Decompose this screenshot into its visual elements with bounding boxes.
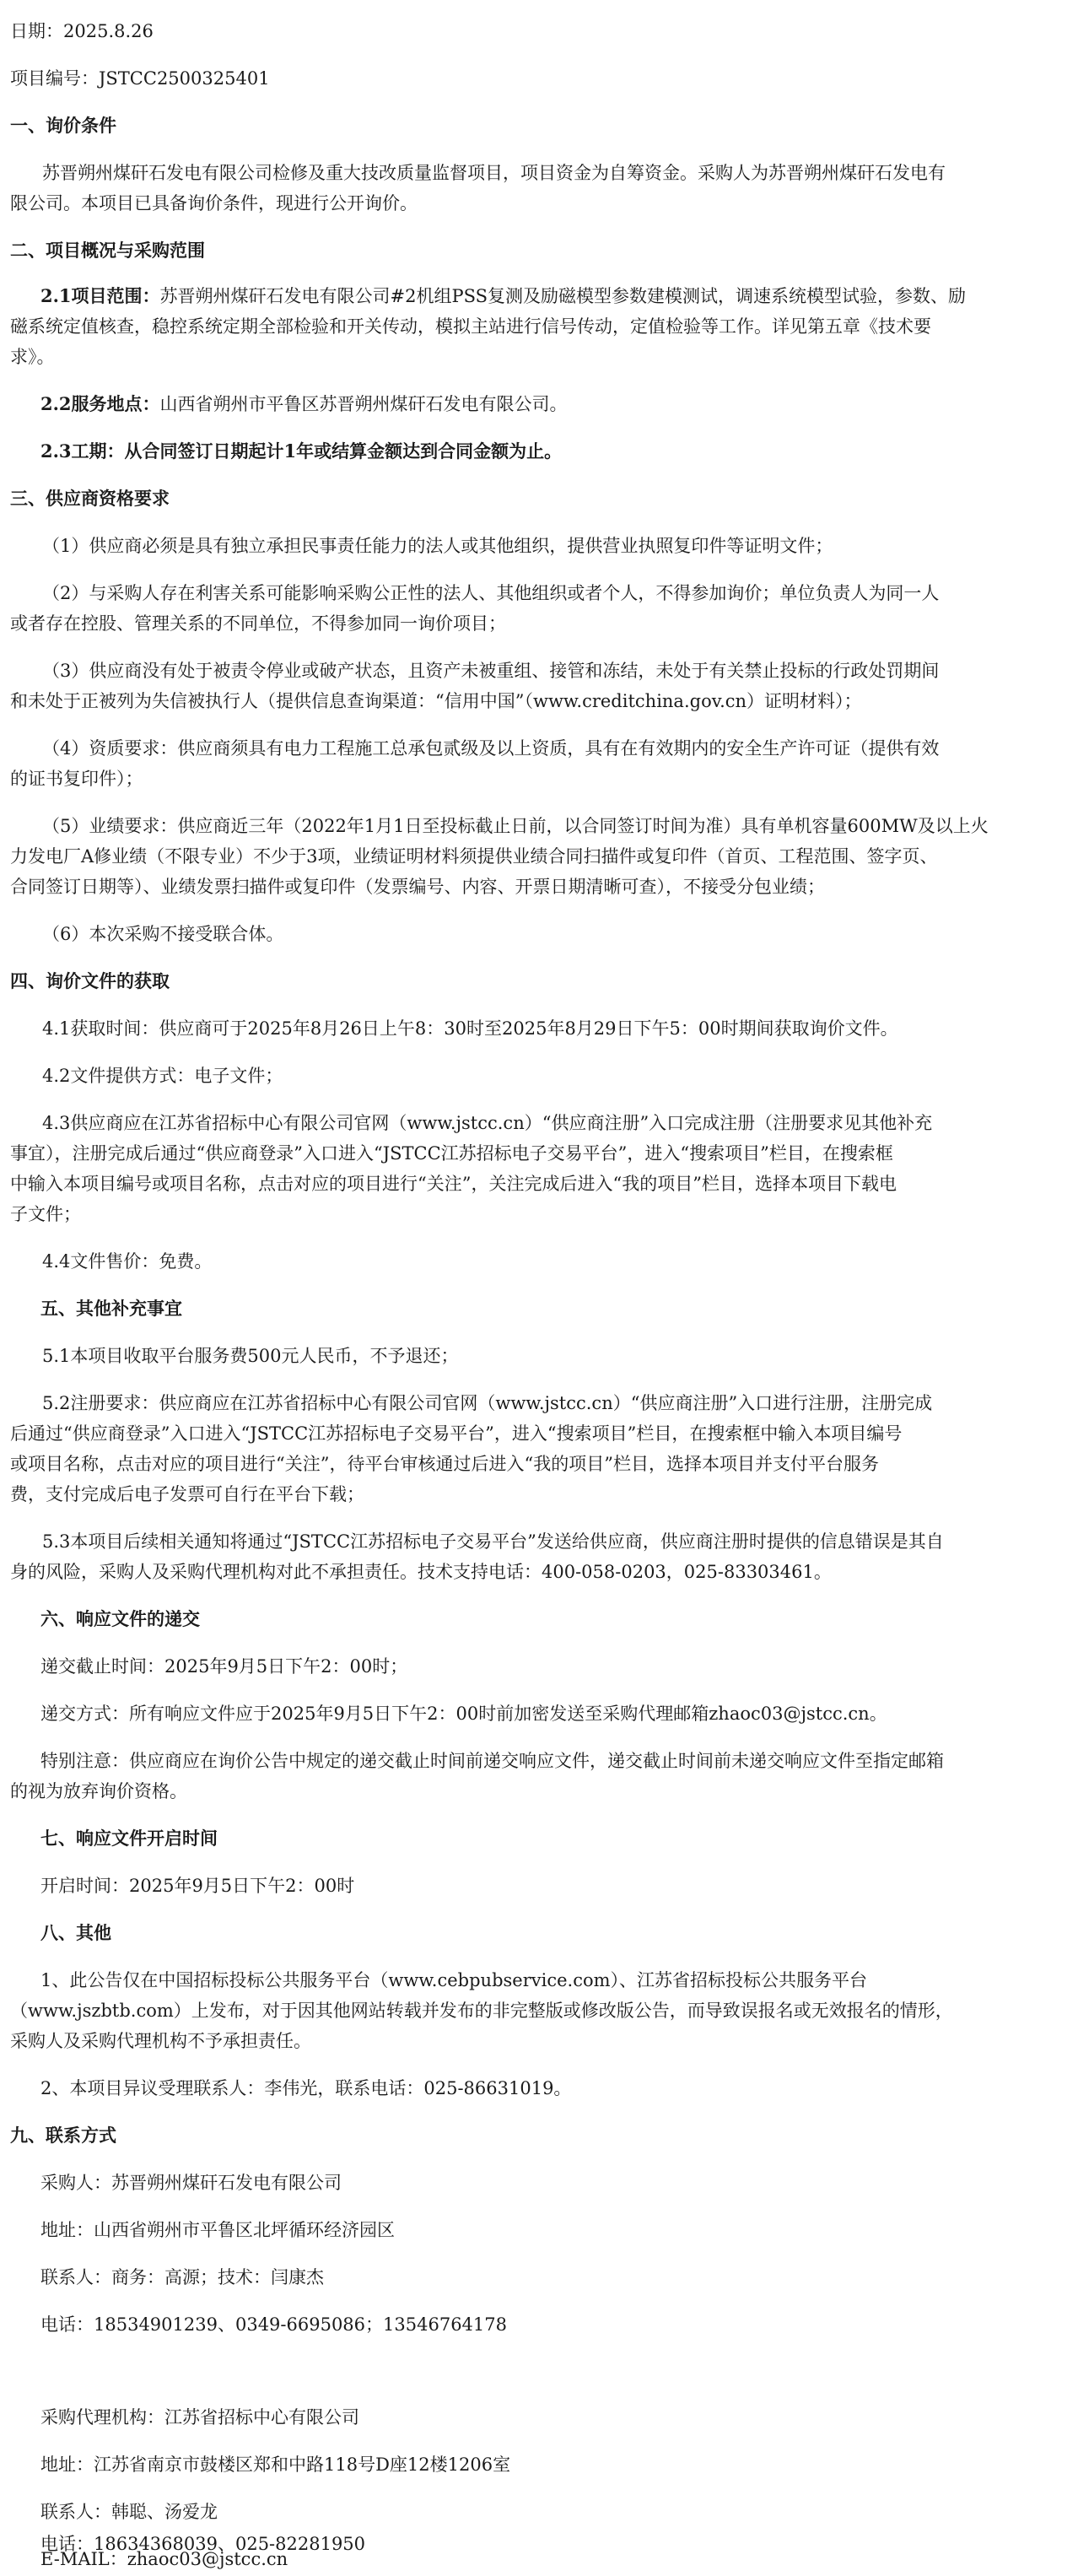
- agent-contact: 联系人：韩聪、汤爱龙: [40, 2502, 218, 2522]
- submission-deadline-line: 递交截止时间：2025年9月5日下午2：00时；: [40, 1656, 408, 1677]
- agent-phone: 电话：18634368039、025-82281950: [40, 2534, 366, 2554]
- publication-note-cont: 采购人及采购代理机构不予承担责任。: [10, 2031, 311, 2051]
- publication-note-cont: （www.jszbtb.com）上发布，对于因其他网站转载并发布的非完整版或修改版公告，而导致误报名或无效报名的情形，: [10, 2001, 953, 2021]
- section-title-submission: 六、响应文件的递交: [40, 1608, 200, 1629]
- requirement-item: （1）供应商必须是具有独立承担民事责任能力的法人或其他组织，提供营业执照复印件等证明文件；: [42, 536, 833, 556]
- registration-requirement-line: 5.2注册要求：供应商应在江苏省招标中心有限公司官网（www.jstcc.cn）“供应商注册”入口进行注册，注册完成: [42, 1393, 933, 1413]
- requirement-item: （6）本次采购不接受联合体。: [42, 924, 284, 944]
- obtain-time-line: 4.1获取时间：供应商可于2025年8月26日上午8：30时至2025年8月29日下午5：00时期间获取询价文件。: [42, 1018, 898, 1039]
- section-title-contact: 九、联系方式: [10, 2125, 116, 2146]
- service-location-text: 山西省朔州市平鲁区苏晋朔州煤矸石发电有限公司。: [159, 394, 568, 414]
- registration-step-cont: 子文件；: [10, 1204, 81, 1224]
- opening-time-line: 开启时间：2025年9月5日下午2：00时: [40, 1876, 355, 1896]
- date-line: 日期：2025.8.26: [10, 21, 154, 41]
- buyer-phone: 电话：18534901239、0349-6695086；13546764178: [40, 2314, 508, 2335]
- buyer-name: 采购人：苏晋朔州煤矸石发电有限公司: [40, 2173, 342, 2193]
- paragraph-line: 限公司。本项目已具备询价条件，现进行公开询价。: [10, 193, 418, 213]
- paragraph-line: 求》。: [10, 347, 55, 367]
- buyer-contact: 联系人：商务：高源；技术：闫康杰: [40, 2267, 324, 2287]
- notification-line: 5.3本项目后续相关通知将通过“JSTCC江苏招标电子交易平台”发送给供应商，供应商注册时提供的信息错误是其自: [42, 1531, 944, 1552]
- document-price-line: 4.4文件售价：免费。: [42, 1251, 213, 1272]
- submission-method-line: 递交方式：所有响应文件应于2025年9月5日下午2：00时前加密发送至采购代理邮箱zhaoc03@jstcc.cn。: [40, 1704, 887, 1724]
- publication-note-line: 1、此公告仅在中国招标投标公共服务平台（www.cebpubservice.com）、江苏省招标投标公共服务平台: [40, 1970, 868, 1990]
- requirement-item-cont: 的证书复印件）；: [10, 769, 143, 789]
- section-title-project-overview: 二、项目概况与采购范围: [10, 240, 205, 261]
- paragraph-line: 苏晋朔州煤矸石发电有限公司检修及重大技改质量监督项目，项目资金为自筹资金。采购人为苏晋朔州煤矸石发电有: [42, 163, 946, 183]
- service-location-line: [40, 388, 568, 420]
- paragraph-line: 磁系统定值核查，稳控系统定期全部检验和开关传动，模拟主站进行信号传动，定值检验等工作。详见第五章《技术要: [10, 316, 931, 337]
- requirement-item: （4）资质要求：供应商须具有电力工程施工总承包贰级及以上资质，具有在有效期内的安全生产许可证（提供有效: [42, 738, 940, 759]
- registration-requirement-cont: 费，支付完成后电子发票可自行在平台下载；: [10, 1484, 364, 1504]
- agent-address: 地址：江苏省南京市鼓楼区郑和中路118号D座12楼1206室: [40, 2454, 511, 2475]
- requirement-item: （3）供应商没有处于被责令停业或破产状态，且资产未被重组、接管和冻结，未处于有关禁止投标的行政处罚期间: [42, 661, 940, 681]
- project-scope-line: [40, 280, 966, 312]
- registration-step-cont: 中输入本项目编号或项目名称，点击对应的项目进行“关注”，关注完成后进入“我的项目”栏目，选择本项目下载电: [10, 1174, 897, 1194]
- section-title-supplementary: 五、其他补充事宜: [40, 1298, 182, 1319]
- requirement-item-cont: 和未处于正被列为失信被执行人（提供信息查询渠道：“信用中国”（www.creditchina.gov.cn）证明材料）；: [10, 691, 862, 711]
- special-note-cont: 的视为放弃询价资格。: [10, 1781, 187, 1801]
- requirement-item-cont: 或者存在控股、管理关系的不同单位，不得参加同一询价项目；: [10, 613, 506, 634]
- registration-requirement-cont: 或项目名称，点击对应的项目进行“关注”，待平台审核通过后进入“我的项目”栏目，选择本项目并支付平台服务: [10, 1454, 879, 1474]
- registration-step-cont: 事宜），注册完成后通过“供应商登录”入口进入“JSTCC江苏招标电子交易平台”，进入“搜索项目”栏目，在搜索框: [10, 1143, 893, 1164]
- section-title-inquiry-conditions: 一、询价条件: [10, 115, 116, 136]
- objection-contact-line: 2、本项目异议受理联系人：李伟光，联系电话：025-86631019。: [40, 2078, 572, 2098]
- requirement-item: （5）业绩要求：供应商近三年（2022年1月1日至投标截止日前，以合同签订时间为准）具有单机容量600MW及以上火: [42, 816, 989, 836]
- buyer-address: 地址：山西省朔州市平鲁区北坪循环经济园区: [40, 2220, 395, 2240]
- service-fee-line: 5.1本项目收取平台服务费500元人民币，不予退还；: [42, 1346, 459, 1366]
- registration-requirement-cont: 后通过“供应商登录”入口进入“JSTCC江苏招标电子交易平台”，进入“搜索项目”栏目，在搜索框中输入本项目编号: [10, 1423, 903, 1444]
- registration-step-line: 4.3供应商应在江苏省招标中心有限公司官网（www.jstcc.cn）“供应商注册”入口完成注册（注册要求见其他补充: [42, 1113, 933, 1133]
- section-title-qualifications: 三、供应商资格要求: [10, 488, 170, 509]
- requirement-item-cont: 力发电厂A修业绩（不限专业）不少于3项，业绩证明材料须提供业绩合同扫描件或复印件（首页、工程范围、签字页、: [10, 846, 938, 867]
- agent-name: 采购代理机构：江苏省招标中心有限公司: [40, 2407, 359, 2427]
- requirement-item-cont: 合同签订日期等）、业绩发票扫描件或复印件（发票编号、内容、开票日期清晰可查），不接受分包业绩；: [10, 877, 825, 897]
- project-number-line: 项目编号：JSTCC2500325401: [10, 68, 270, 89]
- section-title-opening-time: 七、响应文件开启时间: [40, 1828, 218, 1849]
- section-title-other: 八、其他: [40, 1922, 111, 1943]
- special-note-line: 特别注意：供应商应在询价公告中规定的递交截止时间前递交响应文件，递交截止时间前未递交响应文件至指定邮箱: [40, 1751, 944, 1771]
- notification-cont: 身的风险，采购人及采购代理机构对此不承担责任。技术支持电话：400-058-0203，025-83303461。: [10, 1562, 832, 1582]
- project-scope-label: 2.1项目范围：: [40, 285, 160, 306]
- service-location-label: 2.2服务地点：: [40, 393, 160, 414]
- document-format-line: 4.2文件提供方式：电子文件；: [42, 1066, 283, 1086]
- work-period-line: 2.3工期：从合同签订日期起计1年或结算金额达到合同金额为止。: [40, 440, 563, 462]
- requirement-item: （2）与采购人存在利害关系可能影响采购公正性的法人、其他组织或者个人，不得参加询价；单位负责人为同一人: [42, 583, 940, 603]
- project-scope-text: 苏晋朔州煤矸石发电有限公司#2机组PSS复测及励磁模型参数建模测试，调速系统模型试验，参数、励: [159, 286, 967, 306]
- agent-email: E-MAIL：zhaoc03@jstcc.cn: [40, 2549, 288, 2569]
- section-title-obtain-documents: 四、询价文件的获取: [10, 970, 170, 991]
